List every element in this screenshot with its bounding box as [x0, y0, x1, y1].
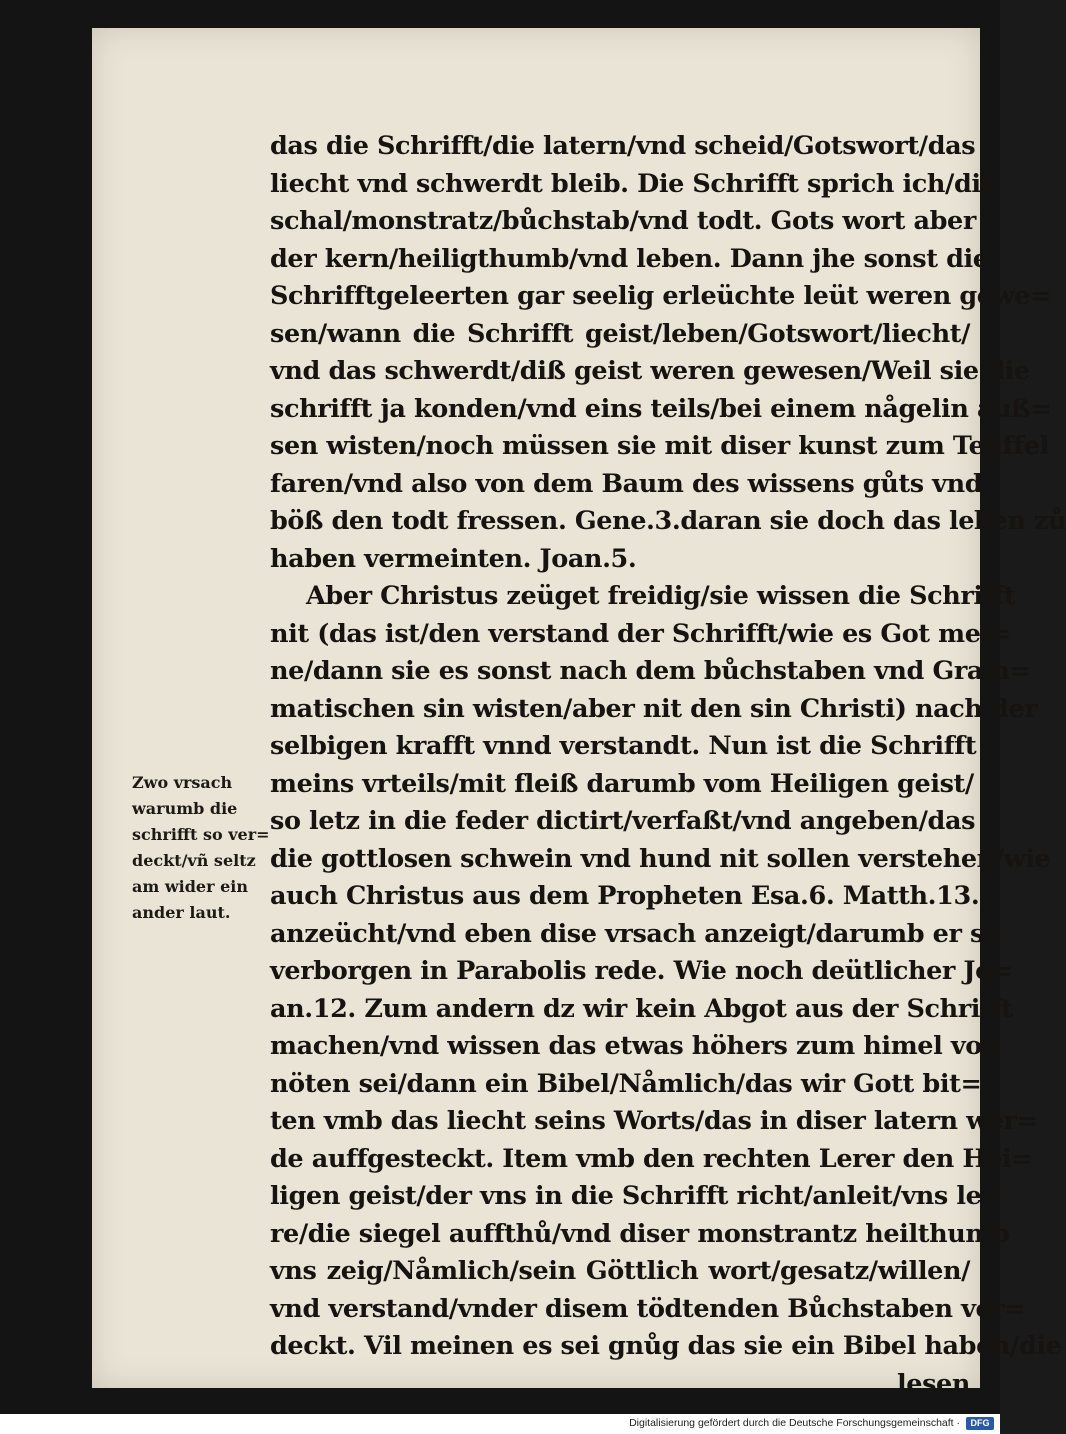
text-line: das die Schrifft/die latern/vnd scheid/Gotswort/das — [270, 131, 976, 161]
margin-note-line: am wider ein — [132, 877, 248, 896]
text-line: an.12. Zum andern dz wir kein Abgot aus der Schrifft — [270, 993, 1013, 1024]
text-line: de auffgesteckt. Item vmb den rechten Lerer den Hei= — [270, 1143, 1033, 1174]
margin-note-line: ander laut. — [132, 903, 231, 922]
text-line: deckt. Vil meinen es sei gnůg das sie ein Bibel haben/die — [270, 1331, 1062, 1361]
text-line: schrifft ja konden/vnd eins teils/bei einem någelin auß= — [270, 393, 1052, 424]
text-line: verborgen in Parabolis rede. Wie noch deütlicher Jo= — [270, 956, 1013, 986]
margin-note-line: Zwo vrsach — [132, 773, 233, 792]
footer-bar — [0, 1414, 1000, 1434]
text-line: nit (das ist/den verstand der Schrifft/wie es Got mei= — [270, 618, 1011, 649]
text-line: so letz in die feder dictirt/verfaßt/vnd angeben/das — [270, 806, 976, 836]
text-line: lesen — [896, 1368, 970, 1399]
text-line: die gottlosen schwein vnd hund nit sollen verstehen/wie — [270, 843, 1051, 874]
text-line: sen wisten/noch müssen sie mit diser kunst zum Teüffel — [270, 431, 1049, 461]
text-line: vnd verstand/vnder disem tödtenden Bůchstaben ver= — [270, 1293, 1026, 1324]
text-line: haben vermeinten. Joan.5. — [270, 543, 637, 574]
text-line: re/die siegel auffthů/vnd diser monstrantz heilthumb — [270, 1218, 1010, 1249]
margin-note — [132, 770, 270, 926]
text-line: faren/vnd also von dem Baum des wissens gůts vnd — [270, 468, 983, 499]
text-line: Aber Christus zeüget freidig/sie wissen die Schrifft — [306, 581, 1016, 611]
margin-note-line: warumb die — [132, 799, 238, 818]
text-line: matischen sin wisten/aber nit den sin Christi) nach der — [270, 693, 1038, 724]
main-text-block — [270, 128, 1066, 1403]
text-line: Schrifftgeleerten gar seelig erleüchte leüt weren gewe= — [270, 281, 1051, 311]
text-line: der kern/heiligthumb/vnd leben. Dann jhe sonst die — [270, 243, 989, 274]
text-line: vns zeig/Nåmlich/sein Göttlich wort/gesatz/willen/ — [270, 1256, 970, 1286]
text-line: böß den todt fressen. Gene.3.daran sie doch das leben zů — [270, 506, 1066, 536]
text-line: liecht vnd schwerdt bleib. Die Schrifft sprich ich/die — [270, 168, 997, 199]
text-line: selbigen krafft vnnd verstandt. Nun ist die Schrifft — [270, 731, 977, 761]
text-line: vnd das schwerdt/diß geist weren gewesen/Weil sie die — [270, 356, 1030, 386]
text-line: schal/monstratz/bůchstab/vnd todt. Gots wort aber — [270, 206, 976, 236]
funding-credit: Digitalisierung gefördert durch die Deutsche Forschungsgemeinschaft · — [629, 1417, 960, 1429]
text-line: anzeücht/vnd eben dise vrsach anzeigt/darumb er so — [270, 918, 1001, 949]
margin-note-line: deckt/vñ seltz — [132, 851, 256, 870]
text-line: ten vmb das liecht seins Worts/das in diser latern wer= — [270, 1106, 1038, 1136]
text-line: meins vrteils/mit fleiß darumb vom Heiligen geist/ — [270, 768, 974, 799]
margin-note-line: schrifft so ver= — [132, 825, 270, 844]
text-line: auch Christus aus dem Propheten Esa.6. Matth.13. — [270, 881, 980, 911]
text-line: ne/dann sie es sonst nach dem bůchstaben vnd Gram= — [270, 656, 1031, 686]
text-line: nöten sei/dann ein Bibel/Nåmlich/das wir Gott bit= — [270, 1068, 982, 1099]
text-line: machen/vnd wissen das etwas höhers zum himel von — [270, 1031, 1001, 1061]
dfg-logo-icon[interactable]: DFG — [966, 1417, 994, 1430]
book-page — [92, 28, 1066, 1399]
text-line: ligen geist/der vns in die Schrifft richt/anleit/vns le= — [270, 1181, 1003, 1211]
text-line: sen/wann die Schrifft geist/leben/Gotswort/liecht/ — [270, 318, 970, 349]
